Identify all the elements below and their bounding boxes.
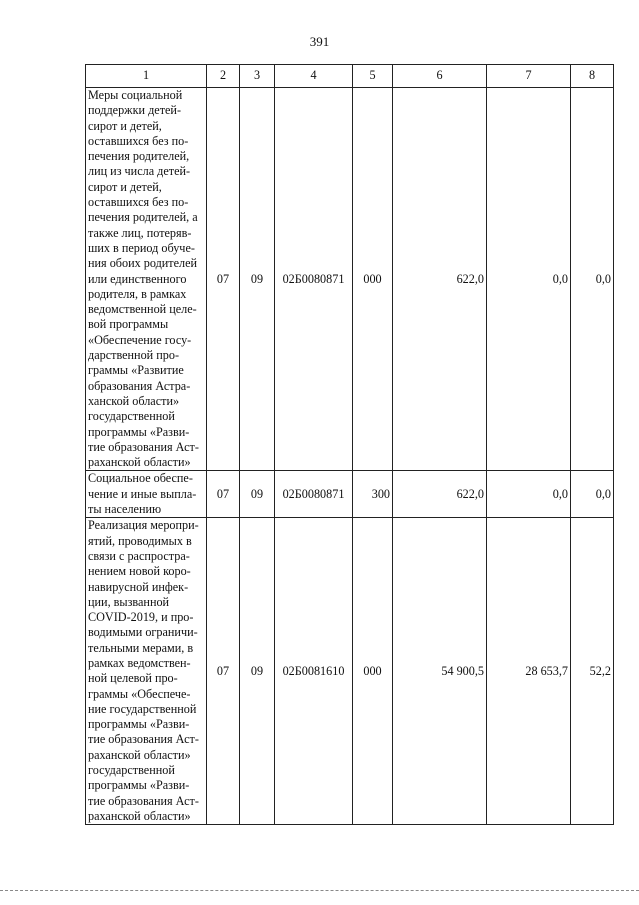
- description-line: государственной: [88, 763, 175, 778]
- description-line: Социальное обеспе-: [88, 471, 193, 486]
- amount-col-6: 622,0: [393, 88, 487, 471]
- target-article-code: 02Б0080871: [275, 88, 353, 471]
- description-line: родителя, в рамках: [88, 286, 187, 301]
- description-line: граммы «Обеспече-: [88, 686, 191, 701]
- target-article-code: 02Б0080871: [275, 471, 353, 518]
- description-line: программы «Разви-: [88, 424, 190, 439]
- description-line: навирусной инфек-: [88, 579, 189, 594]
- amount-col-7: 0,0: [487, 471, 571, 518]
- description-line: граммы «Развитие: [88, 363, 184, 378]
- description-line: оставшихся без по-: [88, 195, 189, 210]
- column-header-7: 7: [487, 65, 571, 88]
- column-header-8: 8: [571, 65, 614, 88]
- description-line: ние государственной: [88, 701, 197, 716]
- description-line: или единственного: [88, 271, 187, 286]
- description-line: программы «Разви-: [88, 717, 190, 732]
- description-line: чение и иные выпла-: [88, 486, 197, 501]
- column-header-1: 1: [86, 65, 207, 88]
- row-description: [86, 88, 207, 471]
- description-line: государственной: [88, 409, 175, 424]
- description-line: оставшихся без по-: [88, 133, 189, 148]
- description-line: ведомственной целе-: [88, 302, 197, 317]
- row-description: [86, 471, 207, 518]
- description-line: раханской области»: [88, 455, 191, 470]
- budget-table: [85, 64, 614, 825]
- description-line: образования Астра-: [88, 378, 191, 393]
- table-row: [86, 518, 614, 825]
- target-article-code: 02Б0081610: [275, 518, 353, 825]
- row-description: [86, 518, 207, 825]
- table-row: [86, 471, 614, 518]
- description-line: Меры социальной: [88, 88, 183, 102]
- description-line: сирот и детей,: [88, 179, 162, 194]
- section-code: 07: [207, 88, 240, 471]
- description-line: ции, вызванной: [88, 594, 170, 609]
- description-line: ятий, проводимых в: [88, 533, 192, 548]
- description-line: поддержки детей-: [88, 103, 182, 118]
- description-line: ханской области»: [88, 393, 180, 408]
- column-header-5: 5: [353, 65, 393, 88]
- description-line: ной целевой про-: [88, 671, 178, 686]
- column-header-2: 2: [207, 65, 240, 88]
- description-line: нением новой коро-: [88, 564, 191, 579]
- description-line: также лиц, потеряв-: [88, 225, 192, 240]
- subsection-code: 09: [240, 471, 275, 518]
- description-line: связи с распростра-: [88, 548, 190, 563]
- description-line: водимыми ограничи-: [88, 625, 198, 640]
- amount-col-7: 0,0: [487, 88, 571, 471]
- expense-type-code: 000: [353, 88, 393, 471]
- expense-type-code: 000: [353, 518, 393, 825]
- amount-col-8: 52,2: [571, 518, 614, 825]
- description-line: вой программы: [88, 317, 169, 332]
- description-line: печения родителей,: [88, 149, 190, 164]
- amount-col-7: 28 653,7: [487, 518, 571, 825]
- amount-col-6: 622,0: [393, 471, 487, 518]
- description-line: лиц из числа детей-: [88, 164, 191, 179]
- description-line: «Обеспечение госу-: [88, 332, 192, 347]
- description-line: тие образования Аст-: [88, 732, 199, 747]
- header-row: [86, 65, 614, 88]
- description-line: тельными мерами, в: [88, 640, 194, 655]
- table-row: [86, 88, 614, 471]
- description-line: COVID-2019, и про-: [88, 610, 194, 625]
- description-line: дарственной про-: [88, 348, 180, 363]
- description-line: ты населению: [88, 502, 162, 517]
- description-line: рамках ведомствен-: [88, 655, 191, 670]
- section-code: 07: [207, 471, 240, 518]
- column-header-4: 4: [275, 65, 353, 88]
- subsection-code: 09: [240, 88, 275, 471]
- column-header-3: 3: [240, 65, 275, 88]
- amount-col-8: 0,0: [571, 471, 614, 518]
- description-line: тие образования Аст-: [88, 439, 199, 454]
- description-line: сирот и детей,: [88, 118, 162, 133]
- description-line: программы «Разви-: [88, 778, 190, 793]
- description-line: тие образования Аст-: [88, 793, 199, 808]
- description-line: ших в период обуче-: [88, 240, 195, 255]
- amount-col-8: 0,0: [571, 88, 614, 471]
- description-line: раханской области»: [88, 808, 191, 823]
- description-line: ния обоих родителей: [88, 256, 198, 271]
- description-line: Реализация меропри-: [88, 518, 199, 533]
- expense-type-code: 300: [353, 471, 393, 518]
- page-number: 391: [309, 34, 330, 49]
- amount-col-6: 54 900,5: [393, 518, 487, 825]
- description-line: печения родителей, а: [88, 210, 198, 225]
- subsection-code: 09: [240, 518, 275, 825]
- description-line: раханской области»: [88, 747, 191, 762]
- column-header-6: 6: [393, 65, 487, 88]
- section-code: 07: [207, 518, 240, 825]
- page-bottom-divider: [0, 890, 639, 891]
